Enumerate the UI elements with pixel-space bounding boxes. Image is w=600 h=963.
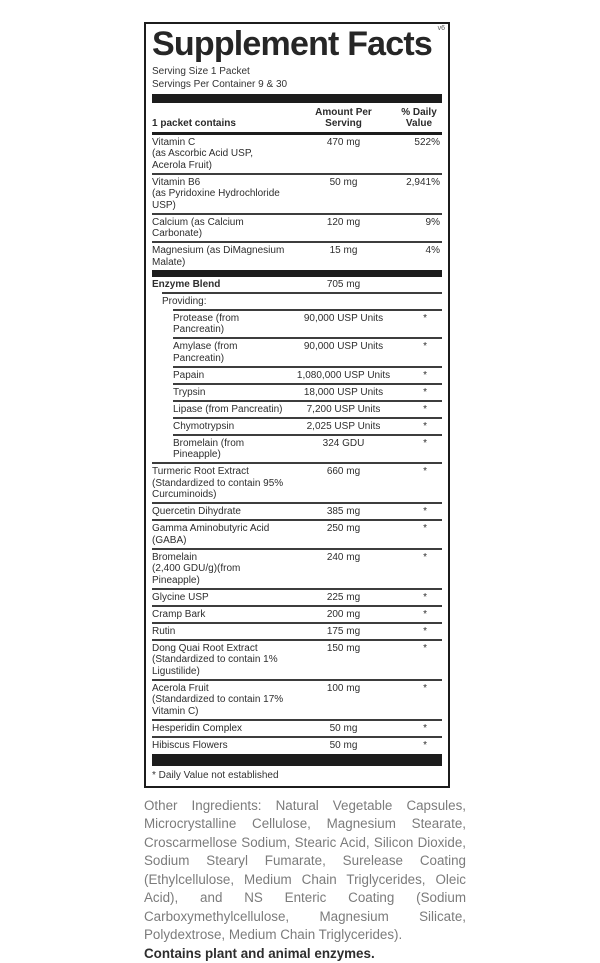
ingredient-row bbox=[152, 213, 442, 242]
ingredient-row bbox=[173, 434, 442, 463]
facts-title: Supplement Facts bbox=[152, 25, 433, 63]
ingredient-daily-value: * bbox=[423, 437, 427, 449]
ingredient-daily-value: 2,941% bbox=[406, 176, 440, 188]
ingredient-name: Turmeric Root Extract (Standardized to contain 95% Curcuminoids) bbox=[152, 466, 291, 501]
column-header-amount: Amount Per Serving bbox=[315, 106, 372, 129]
ingredient-amount: 660 mg bbox=[326, 466, 361, 478]
ingredient-amount: 705 mg bbox=[326, 278, 361, 290]
ingredient-name: Providing: bbox=[162, 295, 207, 307]
ingredient-amount: 90,000 USP Units bbox=[303, 341, 384, 353]
ingredient-row bbox=[173, 309, 442, 338]
ingredient-amount: 90,000 USP Units bbox=[303, 312, 384, 324]
ingredient-name-detail: (Standardized to contain 95% Curcuminoids) bbox=[152, 477, 284, 501]
ingredient-amount: 470 mg bbox=[326, 136, 361, 148]
ingredient-name: Lipase (from Pancreatin) bbox=[173, 403, 283, 415]
ingredient-daily-value: * bbox=[423, 312, 427, 324]
ingredient-name: Bromelain (2,400 GDU/g)(from Pineapple) bbox=[152, 552, 291, 587]
ingredient-row bbox=[152, 502, 442, 519]
ingredient-name-detail: (as Ascorbic Acid USP, Acerola Fruit) bbox=[152, 148, 253, 171]
separator-bar bbox=[152, 270, 442, 277]
other-ingredients-text: Other Ingredients: Natural Vegetable Capsules, Microcrystalline Cellulose, Magnesium Stearate, Croscarmellose Sodium, Stearic Acid, Silicon Dioxide, Sodium Stearyl Fumarate, Surelease Coating (Ethylcellulose, Medium Chain Triglycerides, Oleic Acid), and NS Enteric Coating (Sodium Carboxymethylcellulose, Magnesium Silicate, Polydextrose, Medium Chain Triglycerides). bbox=[144, 797, 466, 943]
ingredient-row bbox=[152, 462, 442, 502]
ingredient-row bbox=[152, 588, 442, 605]
ingredient-name: Glycine USP bbox=[152, 591, 209, 603]
ingredient-row bbox=[173, 383, 442, 400]
ingredient-name: Calcium (as Calcium Carbonate) bbox=[152, 216, 244, 240]
ingredient-name: Amylase (from Pancreatin) bbox=[173, 341, 238, 364]
ingredient-daily-value: * bbox=[423, 341, 427, 353]
ingredient-row bbox=[152, 241, 442, 270]
ingredient-name: Vitamin B6 (as Pyridoxine Hydrochloride USP) bbox=[152, 177, 291, 212]
ingredient-name-detail: (Standardized to contain 1% Ligustilide) bbox=[152, 654, 278, 677]
ingredient-name: Magnesium (as DiMagnesium Malate) bbox=[152, 245, 285, 268]
ingredient-name: Quercetin Dihydrate bbox=[152, 506, 241, 518]
ingredient-amount: 385 mg bbox=[326, 506, 361, 518]
ingredient-name: Dong Quai Root Extract (Standardized to contain 1% Ligustilide) bbox=[152, 643, 291, 678]
ingredient-name: Vitamin C (as Ascorbic Acid USP, Acerola Fruit) bbox=[152, 137, 291, 172]
ingredient-rows bbox=[152, 135, 442, 753]
servings-per-container-line: Servings Per Container 9 & 30 bbox=[152, 78, 288, 90]
ingredient-daily-value: * bbox=[423, 682, 427, 694]
ingredient-daily-value: * bbox=[423, 466, 427, 478]
ingredient-name: Chymotrypsin bbox=[173, 420, 235, 432]
ingredient-amount: 200 mg bbox=[326, 608, 361, 620]
ingredient-row bbox=[152, 639, 442, 679]
ingredient-row bbox=[152, 719, 442, 736]
ingredient-name-detail: (2,400 GDU/g)(from Pineapple) bbox=[152, 563, 241, 586]
ingredient-daily-value: * bbox=[423, 403, 427, 415]
ingredient-amount: 240 mg bbox=[326, 551, 361, 563]
ingredient-daily-value: * bbox=[423, 386, 427, 398]
ingredient-row bbox=[173, 417, 442, 434]
ingredient-daily-value: 4% bbox=[425, 245, 440, 257]
ingredient-row bbox=[173, 400, 442, 417]
ingredient-row bbox=[152, 622, 442, 639]
column-header-contains: 1 packet contains bbox=[152, 117, 236, 129]
ingredient-name: Trypsin bbox=[173, 386, 206, 398]
ingredient-row bbox=[162, 292, 442, 309]
ingredient-daily-value: * bbox=[423, 642, 427, 654]
separator-bar-top bbox=[152, 94, 442, 103]
ingredient-name: Rutin bbox=[152, 625, 176, 637]
ingredient-amount: 15 mg bbox=[329, 245, 358, 257]
ingredient-daily-value: * bbox=[423, 506, 427, 518]
ingredient-daily-value: * bbox=[423, 551, 427, 563]
ingredient-amount: 250 mg bbox=[326, 523, 361, 535]
ingredient-amount: 50 mg bbox=[329, 739, 358, 751]
ingredient-row bbox=[152, 173, 442, 213]
ingredient-name-detail: (as Pyridoxine Hydrochloride USP) bbox=[152, 188, 280, 211]
ingredient-daily-value: * bbox=[423, 369, 427, 381]
ingredient-name: Acerola Fruit (Standardized to contain 17% Vitamin C) bbox=[152, 683, 291, 718]
ingredient-daily-value: * bbox=[423, 739, 427, 751]
ingredient-amount: 18,000 USP Units bbox=[303, 386, 384, 398]
ingredient-row bbox=[173, 366, 442, 383]
ingredient-name: Papain bbox=[173, 369, 205, 381]
ingredient-row bbox=[152, 736, 442, 753]
daily-value-footnote: * Daily Value not established bbox=[152, 769, 279, 781]
ingredient-amount: 150 mg bbox=[326, 642, 361, 654]
ingredient-daily-value: * bbox=[423, 625, 427, 637]
ingredient-amount: 324 GDU bbox=[322, 437, 365, 449]
serving-size-line: Serving Size 1 Packet bbox=[152, 65, 250, 77]
ingredient-amount: 175 mg bbox=[326, 625, 361, 637]
ingredient-amount: 1,080,000 USP Units bbox=[296, 369, 391, 381]
ingredient-name: Protease (from Pancreatin) bbox=[173, 312, 240, 336]
ingredient-amount: 100 mg bbox=[326, 682, 361, 694]
ingredient-row bbox=[173, 337, 442, 366]
ingredient-row bbox=[152, 277, 442, 292]
version-tag: v6 bbox=[437, 25, 445, 32]
ingredient-daily-value: * bbox=[423, 523, 427, 535]
supplement-facts-label bbox=[144, 22, 450, 788]
ingredient-name: Hesperidin Complex bbox=[152, 722, 243, 734]
separator-bar-bottom bbox=[152, 754, 442, 766]
label-and-notes bbox=[144, 22, 466, 963]
ingredient-row bbox=[152, 135, 442, 173]
ingredient-name-detail: (Standardized to contain 17% Vitamin C) bbox=[152, 694, 284, 717]
contains-note: Contains plant and animal enzymes. bbox=[144, 945, 375, 961]
ingredient-daily-value: * bbox=[423, 591, 427, 603]
serving-block bbox=[152, 65, 442, 91]
title-block bbox=[152, 25, 445, 63]
ingredient-daily-value: 9% bbox=[425, 216, 440, 228]
ingredient-row bbox=[152, 548, 442, 588]
ingredient-amount: 7,200 USP Units bbox=[306, 403, 381, 415]
ingredient-name: Bromelain (from Pineapple) bbox=[173, 437, 245, 461]
ingredient-name: Enzyme Blend bbox=[152, 278, 221, 290]
ingredient-daily-value: 522% bbox=[414, 136, 440, 148]
ingredient-name: Hibiscus Flowers bbox=[152, 739, 228, 751]
ingredient-row bbox=[152, 519, 442, 548]
ingredient-name: Gamma Aminobutyric Acid (GABA) bbox=[152, 523, 270, 546]
ingredient-daily-value: * bbox=[423, 722, 427, 734]
column-header-row bbox=[152, 103, 442, 135]
ingredient-row bbox=[152, 605, 442, 622]
ingredient-name: Cramp Bark bbox=[152, 608, 206, 620]
ingredient-daily-value: * bbox=[423, 608, 427, 620]
ingredient-amount: 120 mg bbox=[326, 216, 361, 228]
ingredient-amount: 50 mg bbox=[329, 722, 358, 734]
ingredient-daily-value: * bbox=[423, 420, 427, 432]
ingredient-row bbox=[152, 679, 442, 719]
column-header-daily-value: % Daily Value bbox=[401, 106, 437, 129]
ingredient-amount: 225 mg bbox=[326, 591, 361, 603]
ingredient-amount: 50 mg bbox=[329, 176, 358, 188]
ingredient-amount: 2,025 USP Units bbox=[306, 420, 381, 432]
